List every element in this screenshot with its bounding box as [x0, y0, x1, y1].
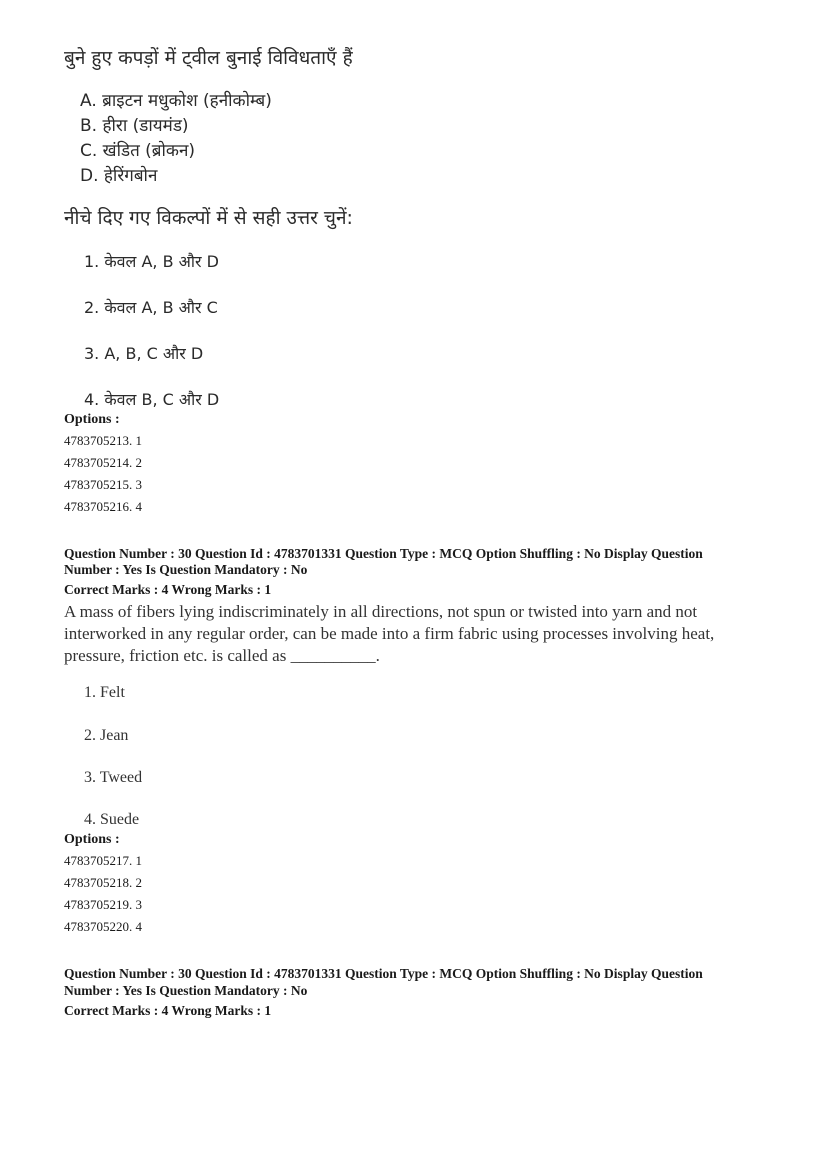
q29-instruction: नीचे दिए गए विकल्पों में से सही उत्तर चुनें:	[64, 207, 353, 229]
q30-question-line-3: pressure, friction etc. is called as __________.	[64, 646, 380, 665]
q30-choice-3: 3. Tweed	[84, 769, 143, 786]
q29-question-text: बुने हुए कपड़ों में ट्वील बुनाई विविधताएँ हैं	[64, 47, 353, 69]
q30-choice-2: 2. Jean	[84, 727, 129, 744]
q30-meta-line-1: Question Number : 30 Question Id : 4783701331 Question Type : MCQ Option Shuffling : No Display Question	[64, 546, 703, 561]
q29-item-c: C. खंडित (ब्रोकन)	[80, 141, 196, 161]
q30-option-2: 4783705218. 2	[64, 875, 142, 890]
q30-meta-line-3: Correct Marks : 4 Wrong Marks : 1	[64, 582, 272, 597]
q29-item-a: A. ब्राइटन मधुकोश (हनीकोम्ब)	[80, 91, 272, 111]
q29-choice-4: 4. केवल B, C और D	[84, 390, 220, 409]
q29-item-d: D. हेरिंगबोन	[80, 166, 158, 186]
q30-question-line-2: interworked in any regular order, can be made into a firm fabric using processes involving heat,	[64, 624, 715, 643]
q30-options-label: Options :	[64, 832, 120, 847]
q29-option-3: 4783705215. 3	[64, 477, 142, 492]
q29-options-label: Options :	[64, 412, 120, 427]
q29-option-2: 4783705214. 2	[64, 455, 142, 470]
next-question-meta-line-1: Question Number : 30 Question Id : 4783701331 Question Type : MCQ Option Shuffling : No Display Question	[64, 966, 703, 981]
q30-option-3: 4783705219. 3	[64, 897, 142, 912]
q30-question-line-1: A mass of fibers lying indiscriminately in all directions, not spun or twisted into yarn and not	[64, 602, 698, 621]
q30-option-4: 4783705220. 4	[64, 919, 142, 934]
next-question-meta-line-3: Correct Marks : 4 Wrong Marks : 1	[64, 1003, 272, 1018]
q29-option-4: 4783705216. 4	[64, 499, 142, 514]
q29-choice-2: 2. केवल A, B और C	[84, 298, 218, 317]
q30-option-1: 4783705217. 1	[64, 853, 142, 868]
q29-option-1: 4783705213. 1	[64, 433, 142, 448]
q30-choice-1: 1. Felt	[84, 684, 125, 701]
q29-item-b: B. हीरा (डायमंड)	[80, 116, 189, 136]
q29-choice-1: 1. केवल A, B और D	[84, 252, 219, 271]
next-question-meta-line-2: Number : Yes Is Question Mandatory : No	[64, 983, 308, 998]
q30-meta-line-2: Number : Yes Is Question Mandatory : No	[64, 562, 308, 577]
q29-choice-3: 3. A, B, C और D	[84, 344, 204, 363]
q30-choice-4: 4. Suede	[84, 811, 140, 828]
